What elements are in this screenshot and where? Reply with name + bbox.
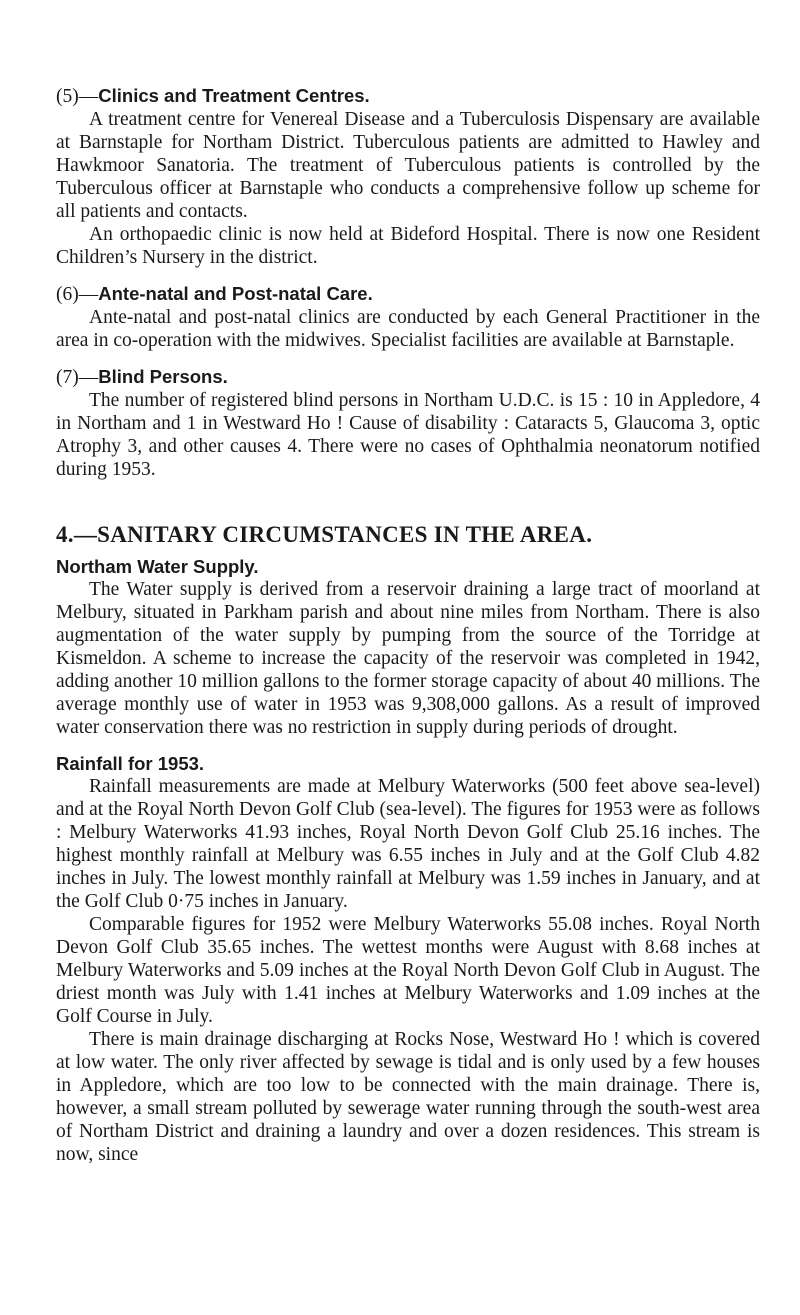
- section-heading-clinics: [56, 84, 760, 108]
- subheading-water-supply: Northam Water Supply.: [56, 556, 259, 577]
- section-number: (6)—: [56, 284, 99, 305]
- section-number: (7)—: [56, 367, 99, 388]
- paragraph: The number of registered blind persons in Northam U.D.C. is 15 : 10 in Appledore, 4 in Northam and 1 in Westward Ho ! Cause of disability : Cataracts 5, Glaucoma 3, optic Atrophy 3, and other causes 4. There were no cases of Ophthalmia neonatorum notified during 1953.: [56, 390, 760, 480]
- section-number: (5)—: [56, 86, 99, 107]
- document-page: [56, 84, 760, 1166]
- section-heading-blind-persons: [56, 365, 760, 389]
- paragraph: There is main drainage discharging at Rocks Nose, Westward Ho ! which is covered at low water. The only river affected by sewage is tidal and is only used by a few houses in Appledore, which are too low to be connected with the main drainage. There is, however, a small stream polluted by sewerage water running through the south-west area of Northam District and draining a laundry and over a dozen residences. This stream is now, since: [56, 1029, 760, 1165]
- paragraph: An orthopaedic clinic is now held at Bideford Hospital. There is now one Resident Children’s Nursery in the district.: [56, 224, 760, 268]
- section-heading-antenatal: [56, 282, 760, 306]
- section-title: Ante-natal and Post-natal Care.: [98, 283, 373, 304]
- paragraph: Rainfall measurements are made at Melbury Waterworks (500 feet above sea-level) and at the Royal North Devon Golf Club (sea-level). The figures for 1953 were as follows : Melbury Waterworks 41.93 inches, Royal North Devon Golf Club 25.16 inches. The highest monthly rainfall at Melbury was 6.55 inches in July and at the Golf Club 4.82 inches in July. The lowest monthly rainfall at Melbury was 1.59 inches in January, and at the Golf Club 0·75 inches in January.: [56, 776, 760, 912]
- chapter-heading: 4.—SANITARY CIRCUMSTANCES IN THE AREA.: [56, 522, 593, 547]
- paragraph: A treatment centre for Venereal Disease and a Tuberculosis Dispensary are available at Barnstaple for Northam District. Tuberculous patients are admitted to Hawley and Hawkmoor Sanatoria. The treatment of Tuberculous patients is controlled by the Tuberculous officer at Barnstaple who conducts a comprehensive follow up scheme for all patients and contacts.: [56, 109, 760, 222]
- paragraph: The Water supply is derived from a reservoir draining a large tract of moorland at Melbury, situated in Parkham parish and about nine miles from Northam. There is also augmentation of the water supply by pumping from the source of the Torridge at Kismeldon. A scheme to increase the capacity of the reservoir was completed in 1942, adding another 10 million gallons to the former storage capacity of about 40 millions. The average monthly use of water in 1953 was 9,308,000 gallons. As a result of improved water conservation there was no restriction in supply during periods of drought.: [56, 579, 760, 738]
- section-title: Blind Persons.: [98, 366, 228, 387]
- paragraph: Ante-natal and post-natal clinics are conducted by each General Practitioner in the area in co-operation with the midwives. Specialist facilities are available at Barnstaple.: [56, 307, 760, 351]
- section-title: Clinics and Treatment Centres.: [98, 85, 370, 106]
- paragraph: Comparable figures for 1952 were Melbury Waterworks 55.08 inches. Royal North Devon Golf Club 35.65 inches. The wettest months were August with 8.68 inches at Melbury Waterworks and 5.09 inches at the Royal North Devon Golf Club in August. The driest month was July with 1.41 inches at Melbury Waterworks and 1.09 inches at the Golf Course in July.: [56, 914, 760, 1027]
- subheading-rainfall: Rainfall for 1953.: [56, 753, 205, 774]
